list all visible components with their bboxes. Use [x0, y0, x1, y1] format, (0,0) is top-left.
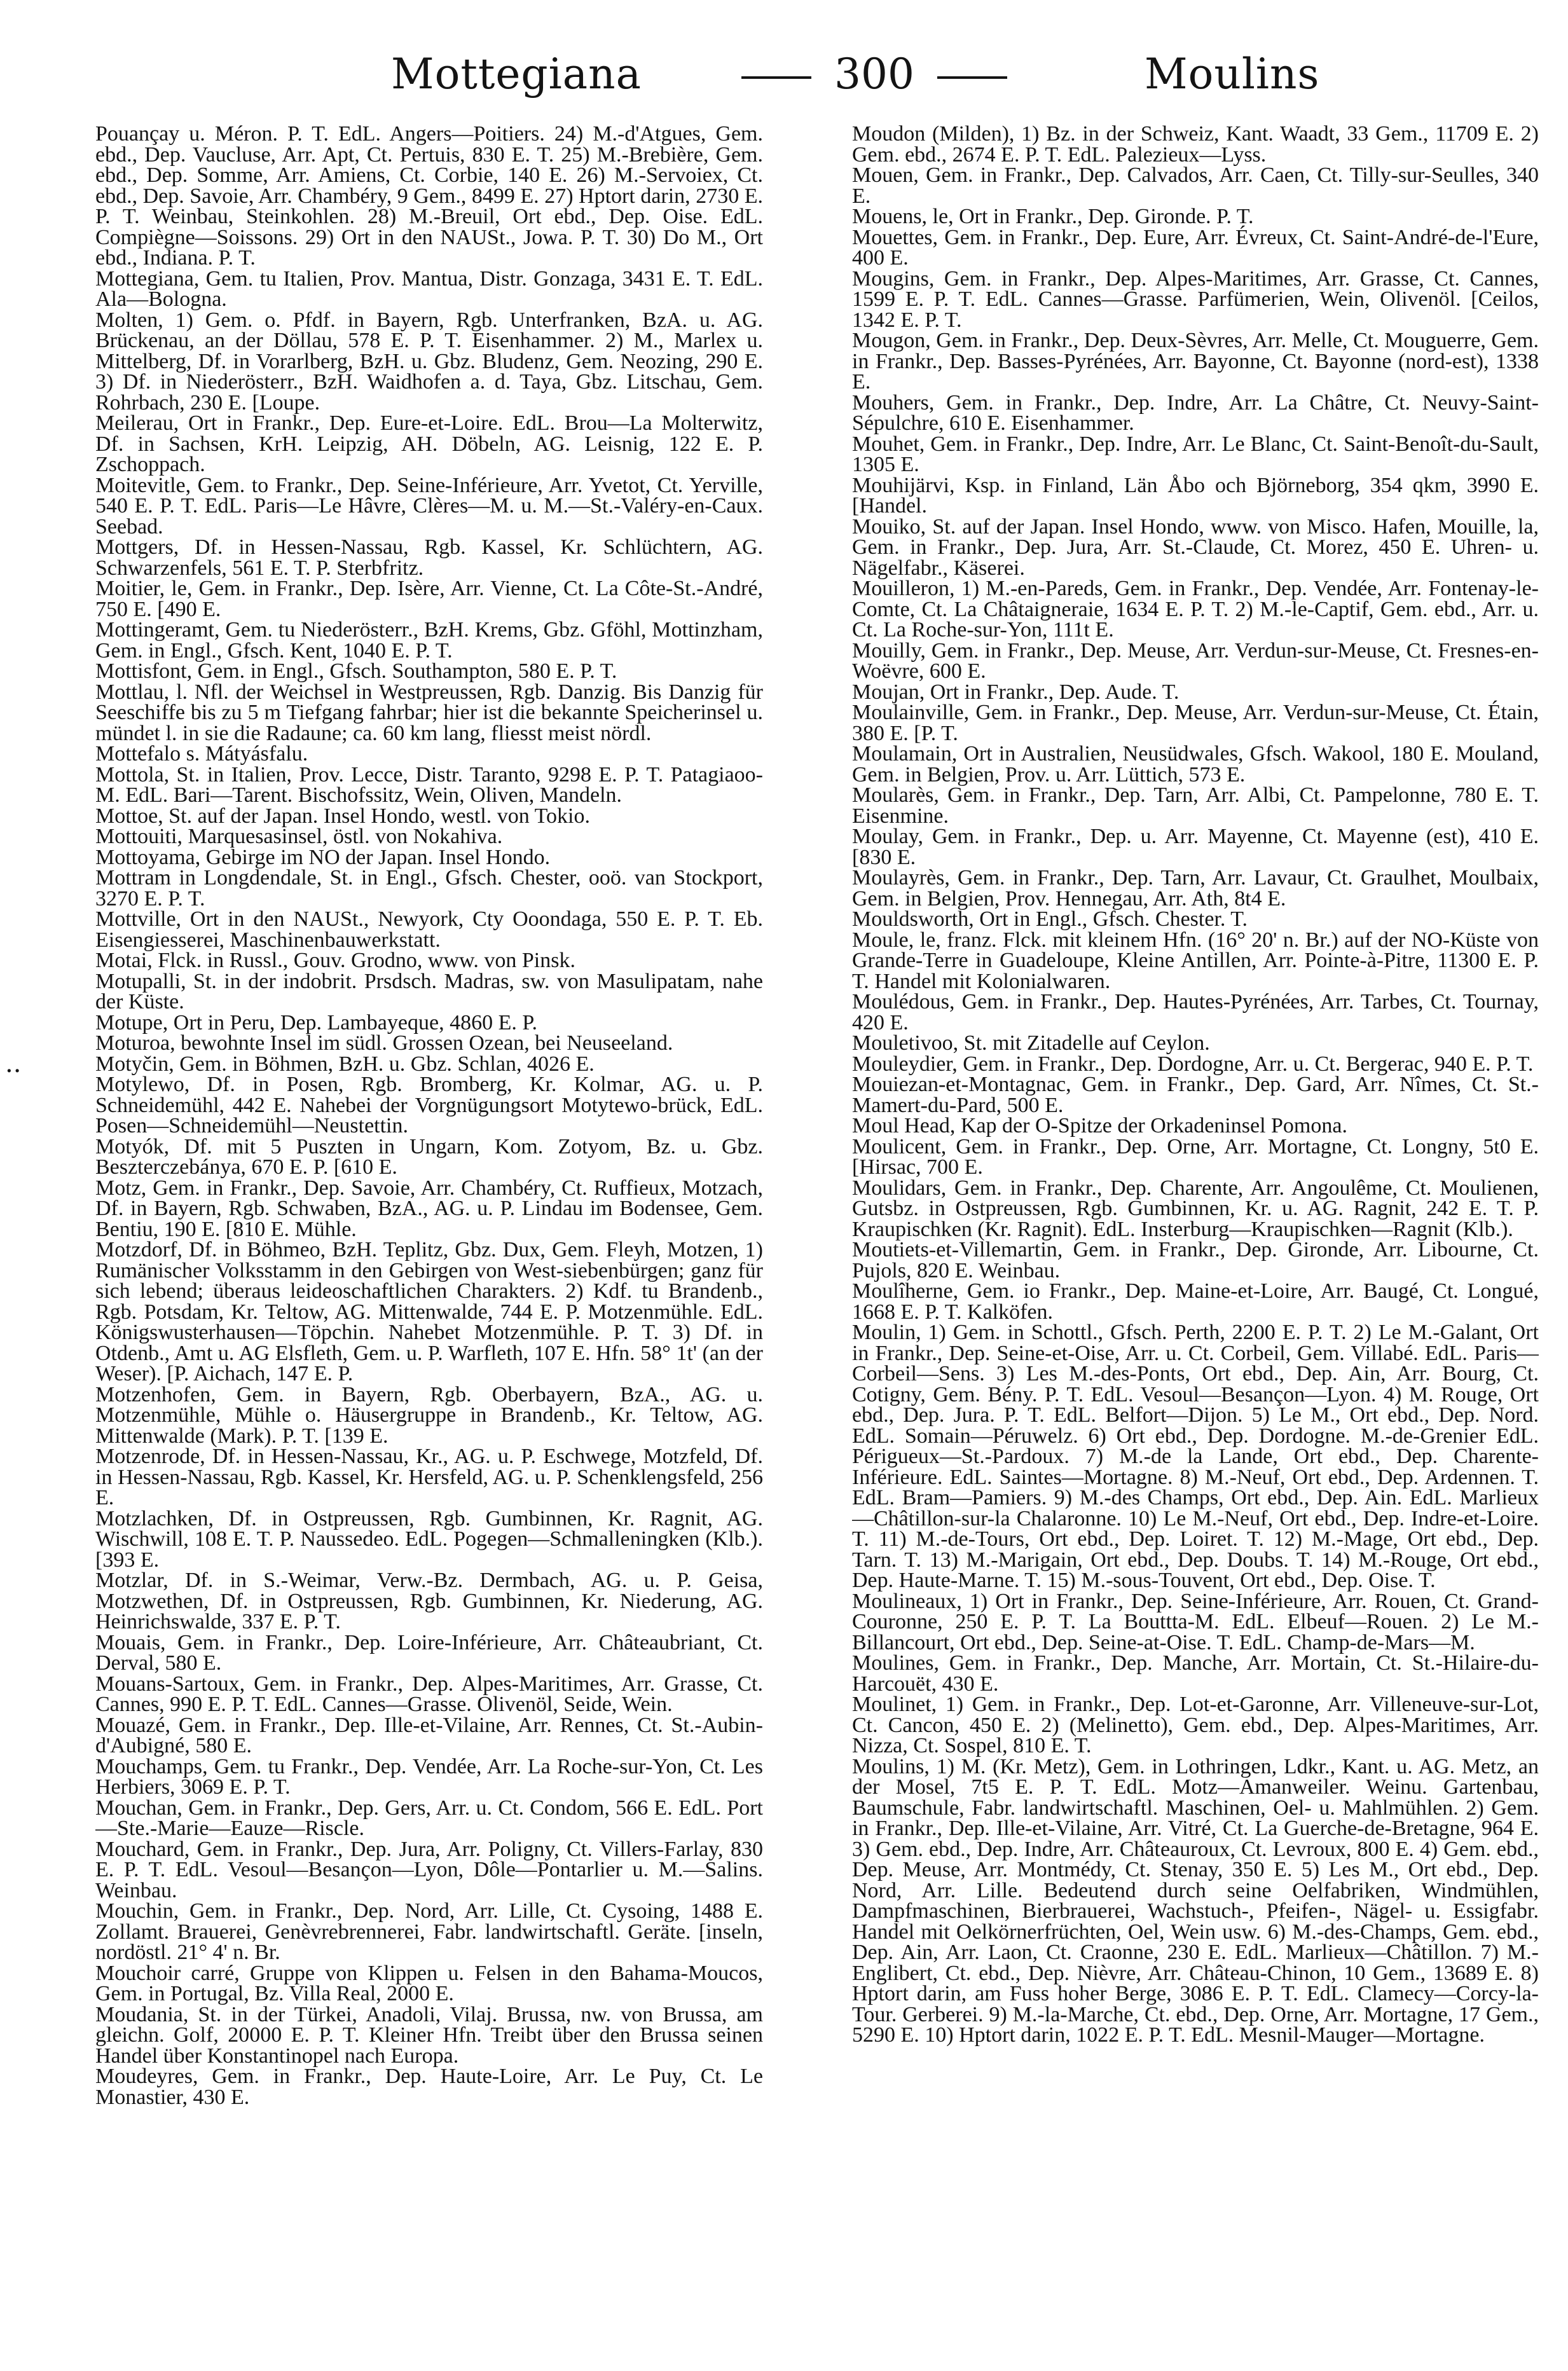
dictionary-entry: Mouans-Sartoux, Gem. in Frankr., Dep. Alpes-Maritimes, Arr. Grasse, Ct. Cannes, 990 E. P. T. EdL. Cannes—Grasse. Olivenöl, Seide, Wein. [95, 1672, 763, 1716]
dictionary-entry: Mouilly, Gem. in Frankr., Dep. Meuse, Arr. Verdun-sur-Meuse, Ct. Fresnes-en-Woëvre, 600 E. [852, 638, 1539, 683]
dictionary-entry: Motyčin, Gem. in Böhmen, BzH. u. Gbz. Schlan, 4026 E. [95, 1052, 595, 1076]
dictionary-entry: Mouhijärvi, Ksp. in Finland, Län Åbo och Björneborg, 354 qkm, 3990 E. [Handel. [852, 473, 1539, 518]
dictionary-entry: Moulay, Gem. in Frankr., Dep. u. Arr. Mayenne, Ct. Mayenne (est), 410 E. [830 E. [852, 825, 1539, 869]
page-header [0, 50, 1568, 120]
dictionary-entry: Moul Head, Kap der O-Spitze der Orkadeninsel Pomona. [852, 1114, 1347, 1137]
dictionary-entry: Mottisfont, Gem. in Engl., Gfsch. Southampton, 580 E. P. T. [95, 659, 617, 683]
dictionary-entry: Mouhet, Gem. in Frankr., Dep. Indre, Arr. Le Blanc, Ct. Saint-Benoît-du-Sault, 1305 E. [852, 432, 1539, 476]
header-dash-left [741, 76, 811, 79]
dictionary-entry: Moujan, Ort in Frankr., Dep. Aude. T. [852, 680, 1179, 704]
dictionary-entry: Moulineaux, 1) Ort in Frankr., Dep. Seine-Inférieure, Arr. Rouen, Ct. Grand-Couronne, 250 E. P. T. La Bouttta-M. EdL. Elbeuf—Rouen. 2) Le M.-Billancourt, Ort ebd., Dep. Seine-at-Oise. T. EdL. Champ-de-Mars—M. [852, 1589, 1539, 1654]
dictionary-entry: Mouiko, St. auf der Japan. Insel Hondo, www. von Misco. Hafen, Mouille, la, Gem. in Frankr., Dep. Jura, Arr. St.-Claude, Ct. Morez, 450 E. Uhren- u. Nägelfabr., Käserei. [852, 514, 1539, 580]
dictionary-entry: Moulainville, Gem. in Frankr., Dep. Meuse, Arr. Verdun-sur-Meuse, Ct. Étain, 380 E. [P. T. [852, 701, 1539, 745]
dictionary-entry: Motz, Gem. in Frankr., Dep. Savoie, Arr. Chambéry, Ct. Ruffieux, Motzach, Df. in Bayern, Rgb. Schwaben, BzA., AG. u. P. Lindau im Bodensee, Gem. Bentiu, 190 E. [810 E. Mühle. [95, 1176, 763, 1241]
dictionary-entry: Motyók, Df. mit 5 Puszten in Ungarn, Kom. Zotyom, Bz. u. Gbz. Beszterczebánya, 670 E. P. [610 E. [95, 1134, 763, 1179]
dictionary-entry: Motzenhofen, Gem. in Bayern, Rgb. Oberbayern, BzA., AG. u. Motzenmühle, Mühle o. Häusergruppe in Brandenb., Kr. Teltow, AG. Mittenwalde (Mark). P. T. [139 E. [95, 1382, 763, 1448]
dictionary-entry: Mottefalo s. Mátyásfalu. [95, 742, 308, 766]
dictionary-entry: Moulayrès, Gem. in Frankr., Dep. Tarn, Arr. Lavaur, Ct. Graulhet, Moulbaix, Gem. in Belgien, Prov. Hennegau, Arr. Ath, 8t4 E. [852, 866, 1539, 911]
dictionary-entry: Meilerau, Ort in Frankr., Dep. Eure-et-Loire. EdL. Brou—La Molterwitz, Df. in Sachsen, KrH. Leipzig, AH. Döbeln, AG. Leisnig, 122 E. P. Zschoppach. [95, 411, 763, 476]
dictionary-entry: Mouldsworth, Ort in Engl., Gfsch. Chester. T. [852, 907, 1248, 931]
dictionary-entry: Mottingeramt, Gem. tu Niederösterr., BzH. Krems, Gbz. Gföhl, Mottinzham, Gem. in Engl., Gfsch. Kent, 1040 E. P. T. [95, 618, 763, 663]
dictionary-entry: Mouiezan-et-Montagnac, Gem. in Frankr., Dep. Gard, Arr. Nîmes, Ct. St.-Mamert-du-Pard, 500 E. [852, 1073, 1539, 1117]
dictionary-entry: Mouchard, Gem. in Frankr., Dep. Jura, Arr. Poligny, Ct. Villers-Farlay, 830 E. P. T. EdL. Vesoul—Besançon—Lyon, Dôle—Pontarlier u. M.—Salins. Weinbau. [95, 1837, 763, 1902]
dictionary-entry: Motzenrode, Df. in Hessen-Nassau, Kr., AG. u. P. Eschwege, Motzfeld, Df. in Hessen-Nassau, Rgb. Kassel, Kr. Hersfeld, AG. u. P. Schenklengsfeld, 256 E. [95, 1445, 763, 1509]
dictionary-entry: Moularès, Gem. in Frankr., Dep. Tarn, Arr. Albi, Ct. Pampelonne, 780 E. T. Eisenmine. [852, 783, 1539, 828]
right-column [852, 124, 1539, 2337]
dictionary-entry: Mouen, Gem. in Frankr., Dep. Calvados, Arr. Caen, Ct. Tilly-sur-Seulles, 340 E. [852, 163, 1539, 208]
dictionary-entry: Moulinet, 1) Gem. in Frankr., Dep. Lot-et-Garonne, Arr. Villeneuve-sur-Lot, Ct. Cancon, 450 E. 2) (Melinetto), Gem. ebd., Dep. Alpes-Maritimes, Arr. Nizza, Ct. Sospel, 810 E. T. [852, 1693, 1539, 1757]
dictionary-entry: Moulamain, Ort in Australien, Neusüdwales, Gfsch. Wakool, 180 E. Mouland, Gem. in Belgien, Prov. u. Arr. Lüttich, 573 E. [852, 742, 1539, 787]
dictionary-entry: Mouazé, Gem. in Frankr., Dep. Ille-et-Vilaine, Arr. Rennes, Ct. St.-Aubin-d'Aubigné, 580 E. [95, 1713, 763, 1757]
header-right-catchword: Moulins [1145, 50, 1320, 99]
dictionary-entry: Motzlar, Df. in S.-Weimar, Verw.-Bz. Dermbach, AG. u. P. Geisa, Motzwethen, Df. in Ostpreussen, Rgb. Gumbinnen, Kr. Niederung, AG. Heinrichswalde, 337 E. P. T. [95, 1569, 763, 1633]
dictionary-entry: Moulins, 1) M. (Kr. Metz), Gem. in Lothringen, Ldkr., Kant. u. AG. Metz, an der Mosel, 7t5 E. P. T. EdL. Motz—Amanweiler. Weinu. Gartenbau, Baumschule, Fabr. landwirtschaftl. Maschinen, Oel- u. Mahlmühlen. 2) Gem. in Frankr., Dep. Ille-et-Vilaine, Arr. Vitré, Ct. La Guerche-de-Bretagne, 964 E. 3) Gem. ebd., Dep. Indre, Arr. Châteauroux, Ct. Levroux, 800 E. 4) Gem. ebd., Dep. Meuse, Arr. Montmédy, Ct. Stenay, 350 E. 5) Les M., Ort ebd., Dep. Nord, Arr. Lille. Bedeutend durch seine Oelfabriken, Windmühlen, Dampfmaschinen, Bierbrauerei, Wachstuch-, Pfeifen-, Nägel- u. Essigfabr. Handel mit Oelkörnerfrüchten, Oel, Wein usw. 6) M.-des-Champs, Gem. ebd., Dep. Ain, Arr. Laon, Ct. Craonne, 230 E. EdL. Marlieux—Châtillon. 7) M.-Englibert, Ct. ebd., Dep. Nièvre, Arr. Château-Chinon, 10 Gem., 13689 E. 8) Hptort darin, am Fuss hoher Berge, 3086 E. P. T. EdL. Clamecy—Corcy-la-Tour. Gerberei. 9) M.-la-Marche, Ct. ebd., Dep. Orne, Arr. Mortagne, 17 Gem., 5290 E. 10) Hptort darin, 1022 E. P. T. EdL. Mesnil-Mauger—Mortagne. [852, 1754, 1539, 2047]
dictionary-entry: Mouletivoo, St. mit Zitadelle auf Ceylon. [852, 1031, 1210, 1055]
dictionary-entry: Moudon (Milden), 1) Bz. in der Schweiz, Kant. Waadt, 33 Gem., 11709 E. 2) Gem. ebd., 2674 E. P. T. EdL. Palezieux—Lyss. [852, 124, 1539, 167]
dictionary-entry: Mouettes, Gem. in Frankr., Dep. Eure, Arr. Évreux, Ct. Saint-André-de-l'Eure, 400 E. [852, 225, 1539, 270]
dictionary-entry: Motzlachken, Df. in Ostpreussen, Rgb. Gumbinnen, Kr. Ragnit, AG. Wischwill, 108 E. T. P. Naussedeo. EdL. Pogegen—Schmalleningken (Klb.). [393 E. [95, 1506, 763, 1572]
dictionary-entry: Mouhers, Gem. in Frankr., Dep. Indre, Arr. La Châtre, Ct. Neuvy-Saint-Sépulchre, 610 E. Eisenhammer. [852, 390, 1539, 435]
dictionary-entry: Molten, 1) Gem. o. Pfdf. in Bayern, Rgb. Unterfranken, BzA. u. AG. Brückenau, an der Döllau, 578 E. P. T. Eisenhammer. 2) M., Marlex u. Mittelberg, Df. in Vorarlberg, BzH. u. Gbz. Bludenz, Gem. Neozing, 290 E. 3) Df. in Niederösterr., BzH. Waidhofen a. d. Taya, Gbz. Litschau, Gem. Rohrbach, 230 E. [Loupe. [95, 308, 763, 415]
dictionary-entry: Mottegiana, Gem. tu Italien, Prov. Mantua, Distr. Gonzaga, 3431 E. T. EdL. Ala—Bologna. [95, 266, 763, 311]
dictionary-entry: Moudania, St. in der Türkei, Anadoli, Vilaj. Brussa, nw. von Brussa, am gleichn. Golf, 20000 E. P. T. Kleiner Hfn. Treibt über den Brussa seinen Handel über Konstantinopel nach Europa. [95, 2002, 763, 2068]
dictionary-entry: Mouens, le, Ort in Frankr., Dep. Gironde. P. T. [852, 205, 1254, 228]
dictionary-entry: Mottgers, Df. in Hessen-Nassau, Rgb. Kassel, Kr. Schlüchtern, AG. Schwarzenfels, 561 E. T. P. Sterbfritz. [95, 535, 763, 580]
dictionary-entry: Moulines, Gem. in Frankr., Dep. Manche, Arr. Mortain, Ct. St.-Hilaire-du-Harcouët, 430 E. [852, 1651, 1539, 1696]
dictionary-entry: Moitier, le, Gem. in Frankr., Dep. Isère, Arr. Vienne, Ct. La Côte-St.-André, 750 E. [490 E. [95, 577, 763, 621]
dictionary-entry: Moulîherne, Gem. io Frankr., Dep. Maine-et-Loire, Arr. Baugé, Ct. Longué, 1668 E. P. T. Kalköfen. [852, 1279, 1539, 1324]
dictionary-entry: Motzdorf, Df. in Böhmeo, BzH. Teplitz, Gbz. Dux, Gem. Fleyh, Motzen, 1) Rumänischer Volksstamm in den Gebirgen von West-siebenbürgen; ganz für sich lebend; überaus leideoschaftlichen Charakters. 2) Kdf. tu Brandenb., Rgb. Potsdam, Kr. Teltow, AG. Mittenwalde, 744 E. P. Motzenmühle. EdL. Königswusterhausen—Töpchin. Nahebet Motzenmühle. P. T. 3) Df. in Otdenb., Amt u. AG Elsfleth, Gem. u. P. Warfleth, 107 E. Hfn. 58° 1t' (an der Weser). [P. Aichach, 147 E. P. [95, 1238, 763, 1385]
left-column [95, 124, 763, 2337]
dictionary-entry: Moitevitle, Gem. to Frankr., Dep. Seine-Inférieure, Arr. Yvetot, Ct. Yerville, 540 E. P. T. EdL. Paris—Le Hâvre, Clères—M. u. M.—St.-Valéry-en-Caux. Seebad. [95, 473, 763, 539]
dictionary-entry: Motupe, Ort in Peru, Dep. Lambayeque, 4860 E. P. [95, 1010, 537, 1034]
dictionary-entry: Mouleydier, Gem. in Frankr., Dep. Dordogne, Arr. u. Ct. Bergerac, 940 E. P. T. [852, 1052, 1534, 1076]
dictionary-entry: Moutiets-et-Villemartin, Gem. in Frankr., Dep. Gironde, Arr. Libourne, Ct. Pujols, 820 E. Weinbau. [852, 1238, 1539, 1282]
dictionary-entry: Mouchin, Gem. in Frankr., Dep. Nord, Arr. Lille, Ct. Cysoing, 1488 E. Zollamt. Brauerei, Genèvrebrennerei, Fabr. landwirtschaftl. Geräte. [inseln, nordöstl. 21° 4' n. Br. [95, 1899, 763, 1964]
dictionary-entry: Moudeyres, Gem. in Frankr., Dep. Haute-Loire, Arr. Le Puy, Ct. Le Monastier, 430 E. [95, 2065, 763, 2109]
header-left-catchword: Mottegiana [391, 50, 642, 99]
margin-mark: .. [5, 1049, 22, 1078]
dictionary-entry: Mottola, St. in Italien, Prov. Lecce, Distr. Taranto, 9298 E. P. T. Patagiaoo-M. EdL. Bari—Tarent. Bischofssitz, Wein, Oliven, Mandeln. [95, 762, 763, 807]
dictionary-entry: Mottouiti, Marquesasinsel, östl. von Nokahiva. [95, 825, 503, 848]
dictionary-entry: Moule, le, franz. Flck. mit kleinem Hfn. (16° 20' n. Br.) auf der NO-Küste von Grande-Terre in Guadeloupe, Kleine Antillen, Arr. Pointe-à-Pitre, 11300 E. P. T. Handel mit Kolonialwaren. [852, 928, 1539, 993]
dictionary-entry: Mougon, Gem. in Frankr., Dep. Deux-Sèvres, Arr. Melle, Ct. Mouguerre, Gem. in Frankr., Dep. Basses-Pyrénées, Arr. Bayonne, Ct. Bayonne (nord-est), 1338 E. [852, 329, 1539, 394]
dictionary-entry: Mouais, Gem. in Frankr., Dep. Loire-Inférieure, Arr. Châteaubriant, Ct. Derval, 580 E. [95, 1630, 763, 1675]
dictionary-entry: Mouchoir carré, Gruppe von Klippen u. Felsen in den Bahama-Moucos, Gem. in Portugal, Bz. Villa Real, 2000 E. [95, 1961, 763, 2005]
page-number: 300 [834, 50, 914, 99]
dictionary-entry: Mottlau, l. Nfl. der Weichsel in Westpreussen, Rgb. Danzig. Bis Danzig für Seeschiffe bis zu 5 m Tiefgang fahrbar; hier ist die bekannte Speicherinsel u. mündet l. in sie die Radaune; ca. 60 km lang, fliesst meist nördl. [95, 680, 763, 745]
dictionary-entry: Moturoa, bewohnte Insel im südl. Grossen Ozean, bei Neuseeland. [95, 1031, 673, 1055]
dictionary-entry: Mottram in Longdendale, St. in Engl., Gfsch. Chester, ooö. van Stockport, 3270 E. P. T. [95, 866, 763, 911]
dictionary-entry: Mougins, Gem. in Frankr., Dep. Alpes-Maritimes, Arr. Grasse, Ct. Cannes, 1599 E. P. T. EdL. Cannes—Grasse. Parfümerien, Wein, Olivenöl. [Ceilos, 1342 E. P. T. [852, 266, 1539, 332]
dictionary-entry: Motylewo, Df. in Posen, Rgb. Bromberg, Kr. Kolmar, AG. u. P. Schneidemühl, 442 E. Nahebei der Vorgnügungsort Motytewo-brück, EdL. Posen—Schneidemühl—Neustettin. [95, 1073, 763, 1137]
header-page-number-group [719, 50, 1030, 99]
dictionary-entry: Mottville, Ort in den NAUSt., Newyork, Cty Ooondaga, 550 E. P. T. Eb. Eisengiesserei, Maschinenbauwerkstatt. [95, 907, 763, 952]
dictionary-entry: Mottoe, St. auf der Japan. Insel Hondo, westl. von Tokio. [95, 804, 590, 828]
dictionary-entry: Moulin, 1) Gem. in Schottl., Gfsch. Perth, 2200 E. P. T. 2) Le M.-Galant, Ort in Frankr., Dep. Seine-et-Oise, Arr. u. Ct. Corbeil, Gem. Villabé. EdL. Paris—Corbeil—Sens. 3) Les M.-des-Ponts, Ort ebd., Dep. Ain, Arr. Bourg, Ct. Cotigny, Gem. Bény. P. T. EdL. Vesoul—Besançon—Lyon. 4) M. Rouge, Ort ebd., Dep. Jura. P. T. EdL. Belfort—Dijon. 5) Le M., Ort ebd., Dep. Nord. EdL. Somain—Péruwelz. 6) Ort ebd., Dep. Dordogne. M.-de-Grenier EdL. Périgueux—St.-Pardoux. 7) M.-de la Lande, Ort ebd., Dep. Charente-Inférieure. EdL. Saintes—Mortagne. 8) M.-Neuf, Ort ebd., Dep. Ardennen. T. EdL. Bram—Pamiers. 9) M.-des Champs, Ort ebd., Dep. Ain. EdL. Marlieux—Châtillon-sur-la Chalaronne. 10) Le M.-Neuf, Ort ebd., Dep. Indre-et-Loire. T. 11) M.-de-Tours, Ort ebd., Dep. Loiret. T. 12) M.-Mage, Ort ebd., Dep. Tarn. T. 13) M.-Marigain, Ort ebd., Dep. Doubs. T. 14) M.-Rouge, Ort ebd., Dep. Haute-Marne. T. 15) M.-sous-Touvent, Ort ebd., Dep. Oise. T. [852, 1321, 1539, 1592]
header-dash-right [937, 76, 1007, 79]
dictionary-entry: Moulédous, Gem. in Frankr., Dep. Hautes-Pyrénées, Arr. Tarbes, Ct. Tournay, 420 E. [852, 990, 1539, 1034]
dictionary-entry: Moulidars, Gem. in Frankr., Dep. Charente, Arr. Angoulême, Ct. Moulienen, Gutsbz. in Ostpreussen, Rgb. Gumbinnen, Kr. u. AG. Ragnit, 242 E. T. P. Kraupischken (Kr. Ragnit). EdL. Insterburg—Kraupischken—Ragnit (Klb.). [852, 1176, 1539, 1241]
dictionary-entry: Motai, Flck. in Russl., Gouv. Grodno, www. von Pinsk. [95, 949, 575, 972]
dictionary-entry: Mouchamps, Gem. tu Frankr., Dep. Vendée, Arr. La Roche-sur-Yon, Ct. Les Herbiers, 3069 E. P. T. [95, 1754, 763, 1799]
dictionary-entry: Mottoyama, Gebirge im NO der Japan. Insel Hondo. [95, 845, 551, 869]
dictionary-entry: Pouançay u. Méron. P. T. EdL. Angers—Poitiers. 24) M.-d'Atgues, Gem. ebd., Dep. Vaucluse, Arr. Apt, Ct. Pertuis, 830 E. T. 25) M.-Brebière, Gem. ebd., Dep. Somme, Arr. Amiens, Ct. Corbie, 140 E. 26) M.-Servoiex, Ct. ebd., Dep. Savoie, Arr. Chambéry, 9 Gem., 8499 E. 27) Hptort darin, 2730 E. P. T. Weinbau, Steinkohlen. 28) M.-Breuil, Ort ebd., Dep. Oise. EdL. Compiègne—Soissons. 29) Ort in den NAUSt., Jowa. P. T. 30) Do M., Ort ebd., Indiana. P. T. [95, 124, 763, 270]
dictionary-entry: Mouilleron, 1) M.-en-Pareds, Gem. in Frankr., Dep. Vendée, Arr. Fontenay-le-Comte, Ct. La Châtaigneraie, 1634 E. P. T. 2) M.-le-Captif, Gem. ebd., Arr. u. Ct. La Roche-sur-Yon, 111t E. [852, 577, 1539, 642]
dictionary-entry: Mouchan, Gem. in Frankr., Dep. Gers, Arr. u. Ct. Condom, 566 E. EdL. Port—Ste.-Marie—Eauze—Riscle. [95, 1796, 763, 1840]
dictionary-entry: Moulicent, Gem. in Frankr., Dep. Orne, Arr. Mortagne, Ct. Longny, 5t0 E. [Hirsac, 700 E. [852, 1134, 1539, 1179]
dictionary-entry: Motupalli, St. in der indobrit. Prsdsch. Madras, sw. von Masulipatam, nahe der Küste. [95, 969, 763, 1014]
